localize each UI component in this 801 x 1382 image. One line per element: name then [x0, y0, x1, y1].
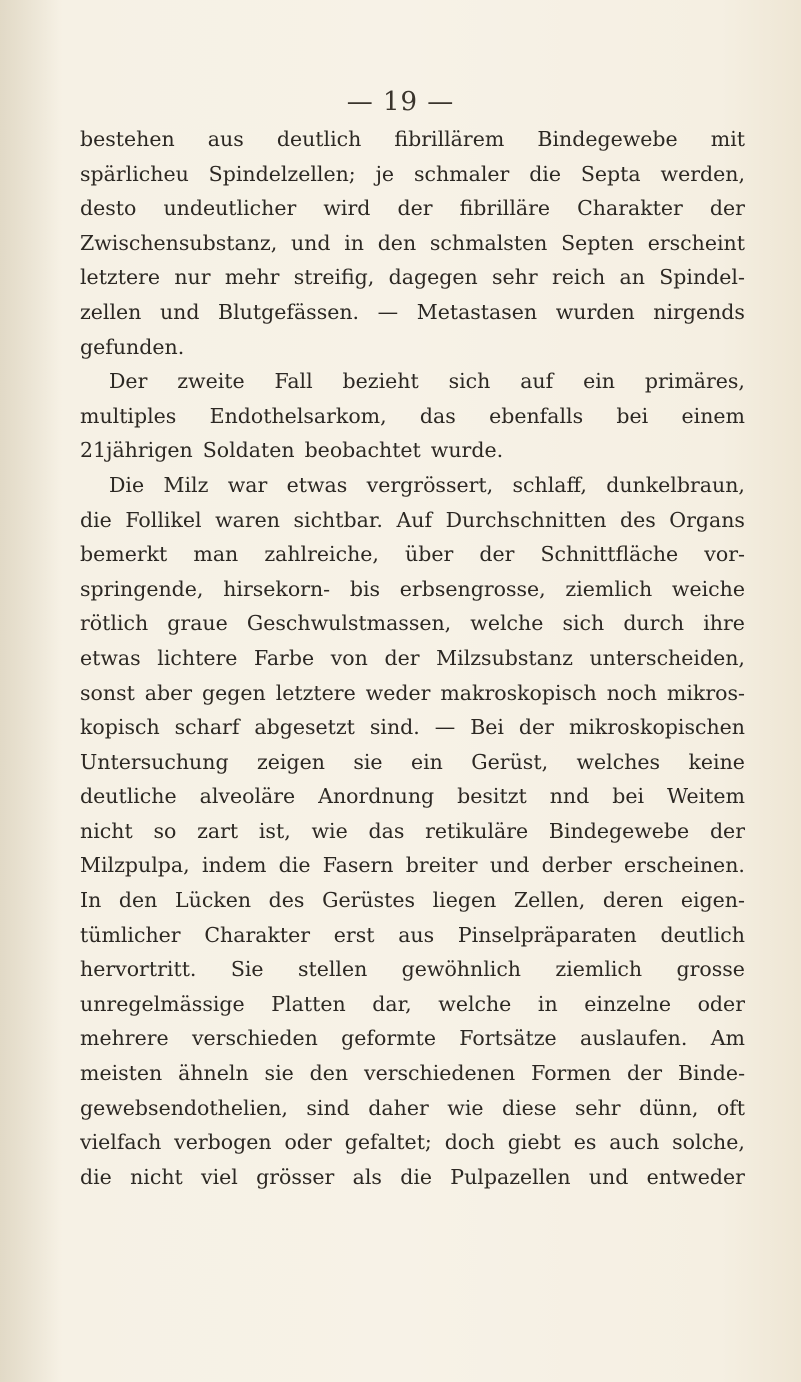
word: mehr [224, 265, 280, 290]
text-line [80, 1091, 745, 1126]
text-line [80, 918, 745, 953]
word: indem [201, 853, 267, 878]
word: war [227, 472, 268, 497]
body-text [80, 122, 745, 1194]
text-line [80, 676, 745, 711]
word: bis [349, 576, 381, 601]
word: nnd [549, 784, 590, 809]
word: verschieden [191, 1026, 318, 1051]
word: der [397, 196, 433, 221]
word: sich [562, 611, 605, 636]
word: retikuläre [425, 818, 529, 843]
word: der [384, 645, 420, 670]
word: — [434, 715, 456, 740]
text-line [80, 157, 745, 192]
word: welche [438, 991, 512, 1016]
word: deren [602, 888, 664, 913]
word: abgesetzt [254, 715, 355, 740]
text-line [80, 1021, 745, 1056]
word: auf [520, 369, 554, 394]
word: wird [323, 196, 371, 221]
word: Fortsätze [459, 1026, 557, 1051]
word: als [352, 1164, 382, 1189]
word: und [159, 299, 200, 324]
word: aus [398, 922, 435, 947]
word: schmalsten [429, 230, 548, 255]
word: oft [716, 1095, 745, 1120]
word: entweder [646, 1164, 745, 1189]
word: mehrere [80, 1026, 169, 1051]
text-line [80, 503, 745, 538]
word: Gerüst, [471, 749, 549, 774]
word: Gerüstes [322, 888, 415, 913]
word: aber [144, 680, 193, 705]
word: welches [576, 749, 661, 774]
word: die [80, 507, 112, 532]
word: weder [365, 680, 431, 705]
word: spärlicheu [80, 161, 189, 186]
word: ein [410, 749, 443, 774]
word: liegen [432, 888, 497, 913]
word: diese [502, 1095, 557, 1120]
text-line [80, 122, 745, 157]
word: primäres, [644, 369, 745, 394]
word: stellen [297, 957, 368, 982]
word: wurde. [430, 438, 504, 463]
word: den [118, 888, 158, 913]
text-line [80, 710, 745, 745]
word: die [278, 853, 311, 878]
word: erscheint [647, 230, 745, 255]
word: sind [306, 1095, 350, 1120]
word: zweite [177, 369, 245, 394]
word: wie [311, 818, 348, 843]
word: aus [207, 127, 244, 151]
text-line [80, 433, 745, 468]
word: auch [609, 1130, 660, 1155]
word: keine [688, 749, 745, 774]
word: werden, [660, 161, 745, 186]
word: desto [80, 196, 137, 221]
text-line [80, 814, 745, 849]
word: gefunden. [80, 334, 185, 359]
word: des [268, 888, 305, 913]
word: das [419, 403, 456, 428]
word: letztere [275, 680, 356, 705]
word: bezieht [342, 369, 419, 394]
word: grosse [676, 957, 745, 982]
text-line [80, 1160, 745, 1195]
word: über [405, 542, 454, 567]
word: gewöhnlich [401, 957, 522, 982]
word: unregelmässige [80, 991, 245, 1016]
word: Platten [271, 991, 346, 1016]
text-line [80, 848, 745, 883]
word: Farbe [254, 645, 315, 670]
word: auslaufen. [580, 1026, 688, 1051]
text-line [80, 260, 745, 295]
word: grösser [256, 1164, 335, 1189]
word: solche, [672, 1130, 745, 1155]
text-line [80, 399, 745, 434]
word: zeigen [257, 749, 325, 774]
word: Formen [531, 1061, 612, 1086]
word: deutliche [80, 784, 177, 809]
word: streifig, [293, 265, 375, 290]
word: bei [612, 784, 645, 809]
text-line [80, 1125, 745, 1160]
word: Bei [470, 715, 504, 740]
word: besitzt [457, 784, 527, 809]
word: so [153, 818, 177, 843]
word: einem [681, 403, 745, 428]
text-line [80, 745, 745, 780]
word: wurden [555, 299, 635, 324]
word: Untersuchung [80, 749, 229, 774]
word: einzelne [584, 991, 671, 1016]
paragraph [80, 364, 745, 468]
word: und [489, 853, 530, 878]
word: etwas [286, 472, 348, 497]
text-line [80, 226, 745, 261]
word: ziemlich [565, 576, 653, 601]
word: schlaff, [512, 472, 587, 497]
word: deutlich [660, 922, 745, 947]
word: Septen [561, 230, 634, 255]
word: weiche [671, 576, 745, 601]
word: letztere [80, 265, 161, 290]
word: man [193, 542, 239, 567]
word: sehr [574, 1095, 621, 1120]
word: Milz [163, 472, 209, 497]
text-line [80, 779, 745, 814]
word: Septa [580, 161, 641, 186]
word: Auf [396, 507, 433, 532]
word: vielfach [80, 1130, 162, 1155]
word: dünn, [639, 1095, 699, 1120]
word: Lücken [175, 888, 252, 913]
word: zart [197, 818, 239, 843]
word: oder [697, 991, 745, 1016]
word: giebt [507, 1130, 561, 1155]
word: doch [444, 1130, 495, 1155]
word: reich [551, 265, 606, 290]
word: scharf [174, 715, 240, 740]
word: nirgends [653, 299, 745, 324]
text-line [80, 1056, 745, 1091]
word: erbsengrosse, [399, 576, 546, 601]
word: an [619, 265, 645, 290]
text-line [80, 883, 745, 918]
word: und [290, 230, 331, 255]
paragraph [80, 468, 745, 1194]
word: oder [284, 1130, 332, 1155]
word: graue [167, 611, 228, 636]
word: erscheinen. [624, 853, 745, 878]
word: es [573, 1130, 597, 1155]
word: in [537, 991, 558, 1016]
word: — [377, 299, 399, 324]
word: kopisch [80, 715, 160, 740]
page-number: — 19 — [346, 87, 455, 117]
word: gefaltet; [344, 1130, 432, 1155]
word: ähneln [178, 1061, 249, 1086]
word: Fall [274, 369, 313, 394]
word: die [529, 161, 561, 186]
word: sichtbar. [293, 507, 383, 532]
word: gewebsendothelien, [80, 1095, 288, 1120]
word: schmaler [413, 161, 510, 186]
word: derber [541, 853, 612, 878]
word: ist, [258, 818, 291, 843]
word: In [80, 888, 102, 913]
text-line [80, 330, 745, 365]
word: Zellen, [513, 888, 586, 913]
word: bemerkt [80, 542, 168, 567]
word: springende, [80, 576, 204, 601]
word: Sie [230, 957, 264, 982]
word: die [80, 1164, 112, 1189]
word: den [309, 1061, 349, 1086]
word: vergrössert, [366, 472, 494, 497]
word: sonst [80, 680, 135, 705]
word: Weitem [667, 784, 745, 809]
word: mit [710, 127, 745, 151]
word: und [588, 1164, 629, 1189]
word: dunkelbraun, [606, 472, 745, 497]
page-edge-shadow [0, 0, 60, 1382]
word: von [330, 645, 368, 670]
word: deutlich [276, 127, 362, 151]
word: alveoläre [199, 784, 296, 809]
word: nicht [130, 1164, 183, 1189]
word: Endothelsarkom, [209, 403, 387, 428]
word: viel [201, 1164, 238, 1189]
word: bestehen [80, 127, 175, 151]
word: sehr [492, 265, 538, 290]
word: fibrilläre [459, 196, 551, 221]
word: wie [447, 1095, 484, 1120]
text-line [80, 641, 745, 676]
word: sind. [369, 715, 420, 740]
word: rötlich [80, 611, 149, 636]
word: nur [174, 265, 211, 290]
text-line [80, 537, 745, 572]
word: beobachtet [304, 438, 421, 463]
word: multiples [80, 403, 177, 428]
word: eigen- [680, 888, 745, 913]
word: sie [264, 1061, 294, 1086]
word: je [375, 161, 395, 186]
word: Durchschnitten [445, 507, 607, 532]
word: gegen [202, 680, 266, 705]
word: Schnittfläche [540, 542, 679, 567]
word: zellen [80, 299, 142, 324]
word: Geschwulstmassen, [246, 611, 452, 636]
word: Metastasen [416, 299, 538, 324]
word: Pulpazellen [450, 1164, 571, 1189]
word: die [400, 1164, 433, 1189]
word: erst [333, 922, 375, 947]
word: Milzsubstanz [436, 645, 573, 670]
word: Spindel- [659, 265, 745, 290]
word: Bindegewebe [537, 127, 678, 151]
word: Charakter [577, 196, 683, 221]
word: zahlreiche, [264, 542, 379, 567]
word: etwas [80, 645, 141, 670]
word: sich [448, 369, 491, 394]
word: den [377, 230, 417, 255]
word: 21jährigen [80, 438, 193, 463]
word: ihre [703, 611, 745, 636]
word: durch [623, 611, 685, 636]
text-line [80, 987, 745, 1022]
word: Zwischensubstanz, [80, 230, 278, 255]
word: undeutlicher [163, 196, 297, 221]
word: mikros- [666, 680, 745, 705]
word: der [479, 542, 515, 567]
word: Anordnung [318, 784, 435, 809]
word: Der [109, 369, 148, 394]
word: ziemlich [555, 957, 643, 982]
text-line [80, 364, 745, 399]
text-line [80, 572, 745, 607]
word: nicht [80, 818, 133, 843]
word: makroskopisch [440, 680, 597, 705]
word: dar, [372, 991, 412, 1016]
word: der [518, 715, 554, 740]
word: welche [470, 611, 544, 636]
word: der [709, 196, 745, 221]
word: Binde- [677, 1061, 745, 1086]
word: mikroskopischen [568, 715, 745, 740]
word: Spindelzellen; [208, 161, 356, 186]
word: Bindegewebe [548, 818, 690, 843]
word: in [344, 230, 364, 255]
word: Charakter [204, 922, 311, 947]
word: Die [109, 472, 145, 497]
word: ebenfalls [489, 403, 584, 428]
word: Organs [669, 507, 745, 532]
word: lichtere [157, 645, 238, 670]
word: sie [353, 749, 383, 774]
word: hervortritt. [80, 957, 197, 982]
word: meisten [80, 1061, 163, 1086]
word: bei [616, 403, 649, 428]
word: dagegen [388, 265, 478, 290]
word: tümlicher [80, 922, 181, 947]
word: hirsekorn- [223, 576, 331, 601]
word: der [627, 1061, 663, 1086]
text-line [80, 295, 745, 330]
word: waren [215, 507, 280, 532]
word: Milzpulpa, [80, 853, 190, 878]
word: vor- [704, 542, 745, 567]
word: breiter [405, 853, 478, 878]
text-line [80, 606, 745, 641]
word: Soldaten [202, 438, 295, 463]
word: Am [710, 1026, 745, 1051]
word: unterscheiden, [589, 645, 745, 670]
word: fibrillärem [394, 127, 505, 151]
word: Blutgefässen. [218, 299, 360, 324]
word: Follikel [125, 507, 202, 532]
text-line [80, 952, 745, 987]
word: der [709, 818, 745, 843]
word: das [368, 818, 405, 843]
word: verschiedenen [364, 1061, 516, 1086]
word: geformte [341, 1026, 436, 1051]
word: daher [368, 1095, 429, 1120]
word: verbogen [174, 1130, 272, 1155]
word: Fasern [322, 853, 394, 878]
text-line [80, 191, 745, 226]
word: noch [606, 680, 657, 705]
word: Pinselpräparaten [457, 922, 637, 947]
word: ein [583, 369, 615, 394]
word: des [619, 507, 656, 532]
text-line [80, 468, 745, 503]
paragraph [80, 122, 745, 364]
